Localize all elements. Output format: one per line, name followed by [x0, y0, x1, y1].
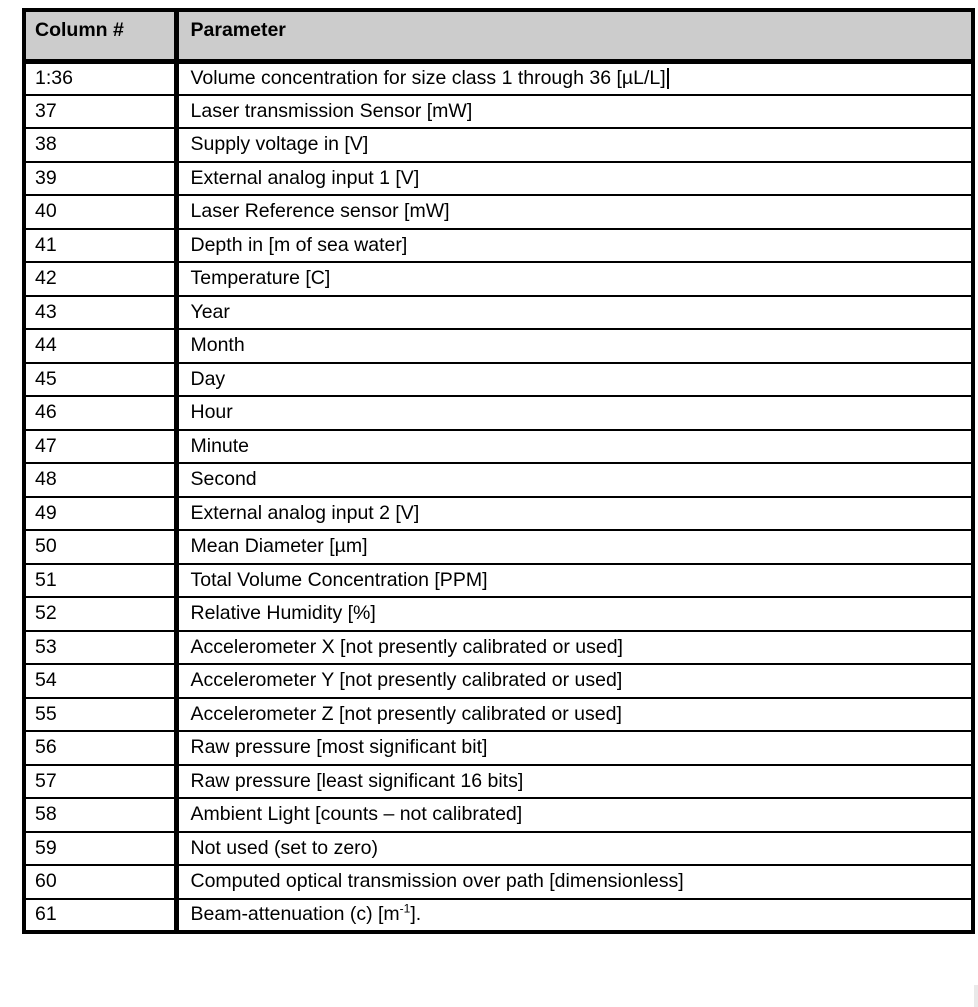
cell-column-number: 56 [24, 731, 176, 765]
table-header [24, 10, 973, 61]
cell-parameter [176, 363, 973, 397]
header-cell-parameter: Parameter [176, 10, 973, 61]
cell-column-number: 49 [24, 497, 176, 531]
cell-column-number: 38 [24, 128, 176, 162]
parameter-text: Accelerometer X [not presently calibrated or used] [190, 635, 623, 658]
parameter-text: Computed optical transmission over path [dimensionless] [190, 870, 684, 893]
parameter-text: Beam-attenuation (c) [m [190, 903, 400, 926]
table-row [24, 363, 973, 397]
parameter-text: Month [190, 334, 245, 357]
cell-parameter [176, 698, 973, 732]
cell-parameter [176, 899, 973, 933]
cell-parameter [176, 798, 973, 832]
table-row [24, 631, 973, 665]
cell-column-number: 51 [24, 564, 176, 598]
table-body [24, 61, 973, 932]
cell-column-number: 48 [24, 463, 176, 497]
cell-parameter [176, 128, 973, 162]
parameter-superscript: -1 [399, 901, 411, 916]
table-row [24, 195, 973, 229]
table-row [24, 497, 973, 531]
cell-parameter [176, 262, 973, 296]
cell-parameter [176, 430, 973, 464]
cell-parameter [176, 296, 973, 330]
table-row [24, 798, 973, 832]
parameter-text: Accelerometer Y [not presently calibrated or used] [190, 669, 623, 692]
header-cell-column-number: Column # [24, 10, 176, 61]
table-row [24, 162, 973, 196]
parameter-text: Accelerometer Z [not presently calibrated or used] [190, 702, 622, 725]
table-row [24, 430, 973, 464]
cell-column-number: 37 [24, 95, 176, 129]
cell-parameter [176, 664, 973, 698]
table-row [24, 832, 973, 866]
table-row [24, 262, 973, 296]
cell-column-number: 55 [24, 698, 176, 732]
parameter-text: Total Volume Concentration [PPM] [190, 568, 488, 591]
cell-parameter [176, 329, 973, 363]
parameter-text: Temperature [C] [190, 267, 331, 290]
parameter-table [22, 8, 975, 934]
cell-parameter [176, 61, 973, 95]
table-row [24, 128, 973, 162]
table-row [24, 396, 973, 430]
table-row [24, 865, 973, 899]
parameter-text: Depth in [m of sea water] [190, 233, 408, 256]
parameter-text: Day [190, 367, 226, 390]
parameter-text: Mean Diameter [µm] [190, 535, 368, 558]
table-row [24, 229, 973, 263]
table-row [24, 95, 973, 129]
cell-column-number: 52 [24, 597, 176, 631]
table-row [24, 61, 973, 95]
cell-column-number: 41 [24, 229, 176, 263]
cell-column-number: 57 [24, 765, 176, 799]
cell-parameter [176, 95, 973, 129]
parameter-text: External analog input 1 [V] [190, 166, 420, 189]
cell-column-number: 44 [24, 329, 176, 363]
parameter-text: Not used (set to zero) [190, 836, 378, 859]
cell-parameter [176, 564, 973, 598]
parameter-text: Relative Humidity [%] [190, 602, 376, 625]
table-row [24, 698, 973, 732]
parameter-text: Second [190, 468, 257, 491]
cell-parameter [176, 731, 973, 765]
cell-column-number: 61 [24, 899, 176, 933]
cell-parameter [176, 865, 973, 899]
cell-parameter [176, 832, 973, 866]
cell-column-number: 40 [24, 195, 176, 229]
table-row [24, 463, 973, 497]
table-row [24, 597, 973, 631]
cell-parameter [176, 597, 973, 631]
cell-parameter [176, 396, 973, 430]
parameter-text: Ambient Light [counts – not calibrated] [190, 803, 523, 826]
table-row [24, 530, 973, 564]
cell-column-number: 42 [24, 262, 176, 296]
cell-column-number: 1:36 [24, 61, 176, 95]
parameter-text: Supply voltage in [V] [190, 133, 369, 156]
cell-column-number: 53 [24, 631, 176, 665]
table-row [24, 899, 973, 933]
parameter-text: Minute [190, 434, 250, 457]
cell-parameter [176, 497, 973, 531]
cell-parameter [176, 162, 973, 196]
parameter-text: Raw pressure [least significant 16 bits] [190, 769, 524, 792]
page-edge-shadow [974, 985, 978, 1007]
parameter-text: Hour [190, 401, 233, 424]
table-row [24, 564, 973, 598]
cell-parameter [176, 195, 973, 229]
table-row [24, 765, 973, 799]
cell-column-number: 60 [24, 865, 176, 899]
cell-column-number: 39 [24, 162, 176, 196]
cell-parameter [176, 765, 973, 799]
cell-column-number: 43 [24, 296, 176, 330]
cell-column-number: 45 [24, 363, 176, 397]
parameter-text: Laser Reference sensor [mW] [190, 200, 450, 223]
parameter-text: Laser transmission Sensor [mW] [190, 99, 473, 122]
cell-column-number: 59 [24, 832, 176, 866]
cell-column-number: 54 [24, 664, 176, 698]
parameter-text: Raw pressure [most significant bit] [190, 736, 488, 759]
table-row [24, 731, 973, 765]
cell-column-number: 58 [24, 798, 176, 832]
cell-column-number: 50 [24, 530, 176, 564]
table-row [24, 329, 973, 363]
cell-parameter [176, 631, 973, 665]
table-row [24, 664, 973, 698]
cell-parameter [176, 530, 973, 564]
cell-parameter [176, 463, 973, 497]
text-cursor [667, 68, 669, 89]
cell-column-number: 46 [24, 396, 176, 430]
parameter-text: Volume concentration for size class 1 through 36 [µL/L] [190, 67, 666, 89]
header-row [24, 10, 973, 61]
cell-column-number: 47 [24, 430, 176, 464]
table-row [24, 296, 973, 330]
parameter-text-after: ]. [410, 903, 422, 926]
parameter-text: External analog input 2 [V] [190, 501, 420, 524]
cell-parameter [176, 229, 973, 263]
parameter-text: Year [190, 300, 230, 323]
